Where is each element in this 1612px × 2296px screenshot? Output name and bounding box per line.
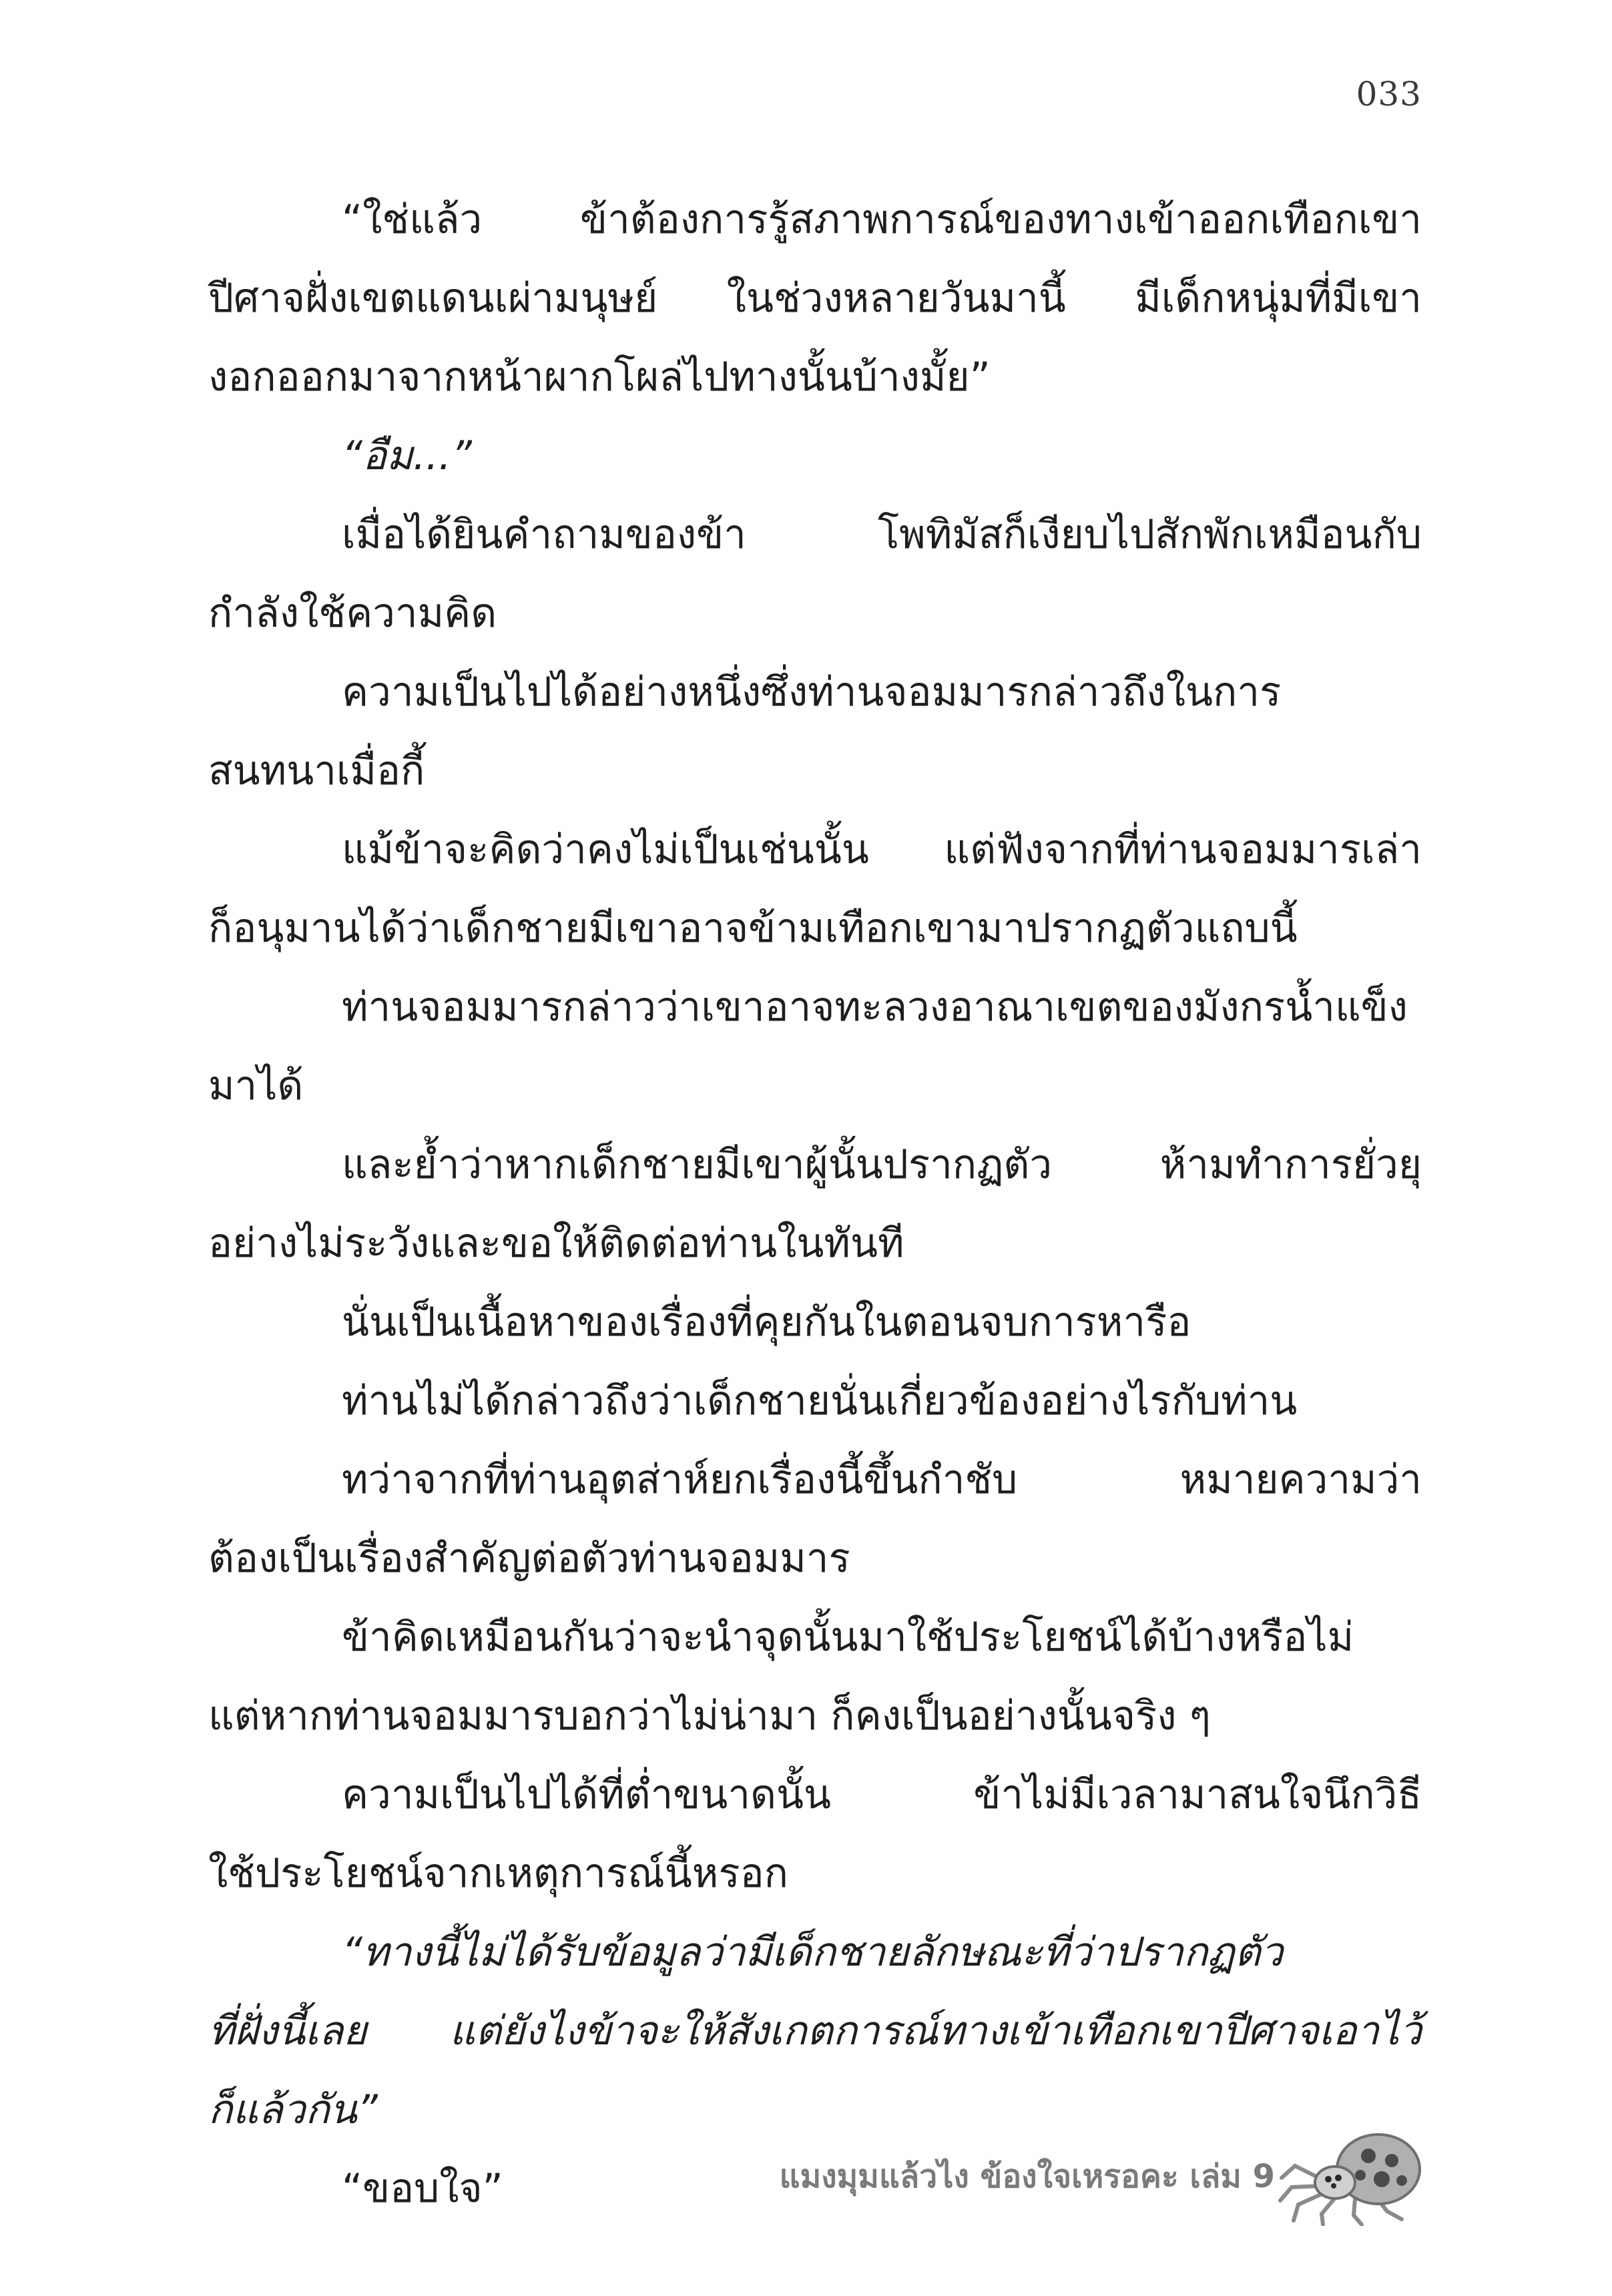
text-line: เมื่อได้ยินคำถามของข้า โพทิมัสก็เงียบไปสักพักเหมือนกับ xyxy=(342,511,1422,558)
text-line: ก็แล้วกัน” xyxy=(208,2086,378,2133)
text-line: ต้องเป็นเรื่องสำคัญต่อตัวท่านจอมมาร xyxy=(208,1535,850,1582)
text-line: ความเป็นไปได้ที่ต่ำขนาดนั้น ข้าไม่มีเวลามาสนใจนึกวิธี xyxy=(342,1771,1422,1818)
text-line: มาได้ xyxy=(208,1063,304,1109)
text-line: สนทนาเมื่อกี้ xyxy=(208,748,425,794)
text-line: “ใช่แล้ว ข้าต้องการรู้สภาพการณ์ของทางเข้าออกเทือกเขา xyxy=(342,196,1422,243)
text-line: แม้ข้าจะคิดว่าคงไม่เป็นเช่นนั้น แต่ฟังจากที่ท่านจอมมารเล่า xyxy=(342,826,1422,873)
text-line: ก็อนุมานได้ว่าเด็กชายมีเขาอาจข้ามเทือกเขามาปรากฏตัวแถบนี้ xyxy=(208,905,1298,952)
text-line: ที่ฝั่งนี้เลย แต่ยังไงข้าจะให้สังเกตการณ์ทางเข้าเทือกเขาปีศาจเอาไว้ xyxy=(208,2008,1422,2054)
text-line: แต่หากท่านจอมมารบอกว่าไม่น่ามา ก็คงเป็นอย่างนั้นจริง ๆ xyxy=(208,1693,1211,1739)
text-line: ข้าคิดเหมือนกันว่าจะนำจุดนั้นมาใช้ประโยชน์ได้บ้างหรือไม่ xyxy=(342,1614,1354,1661)
text-line: กำลังใช้ความคิด xyxy=(208,590,497,637)
spider-logo-icon xyxy=(1275,2126,1428,2226)
text-line: ความเป็นไปได้อย่างหนึ่งซึ่งท่านจอมมารกล่าวถึงในการ xyxy=(342,669,1282,715)
text-line: และย้ำว่าหากเด็กชายมีเขาผู้นั้นปรากฏตัว ห้ามทำการยั่วยุ xyxy=(342,1141,1422,1188)
text-line: ทว่าจากที่ท่านอุตส่าห์ยกเรื่องนี้ขึ้นกำชับ หมายความว่า xyxy=(342,1456,1422,1503)
book-title: แมงมุมแล้วไง ข้องใจเหรอคะ เล่ม 9 xyxy=(779,2158,1275,2195)
text-line: “อืม...” xyxy=(342,433,472,479)
text-line: “ขอบใจ” xyxy=(342,2165,503,2212)
running-footer xyxy=(761,2126,1428,2226)
text-line: อย่างไม่ระวังและขอให้ติดต่อท่านในทันที xyxy=(208,1220,904,1267)
text-line: ท่านจอมมารกล่าวว่าเขาอาจทะลวงอาณาเขตของมังกรน้ำแข็ง xyxy=(342,984,1408,1031)
text-line: นั่นเป็นเนื้อหาของเรื่องที่คุยกันในตอนจบการหารือ xyxy=(342,1299,1191,1346)
text-line: ใช้ประโยชน์จากเหตุการณ์นี้หรอก xyxy=(208,1850,788,1897)
text-line: “ทางนี้ไม่ได้รับข้อมูลว่ามีเด็กชายลักษณะที่ว่าปรากฏตัว xyxy=(342,1929,1284,1976)
body-text xyxy=(208,180,1422,2228)
text-line: ท่านไม่ได้กล่าวถึงว่าเด็กชายนั่นเกี่ยวข้องอย่างไรกับท่าน xyxy=(342,1378,1298,1424)
text-line: งอกออกมาจากหน้าผากโผล่ไปทางนั้นบ้างมั้ย” xyxy=(208,354,991,400)
page-number: 033 xyxy=(1356,75,1422,113)
text-line: ปีศาจฝั่งเขตแดนเผ่ามนุษย์ ในช่วงหลายวันมานี้ มีเด็กหนุ่มที่มีเขา xyxy=(208,275,1422,322)
